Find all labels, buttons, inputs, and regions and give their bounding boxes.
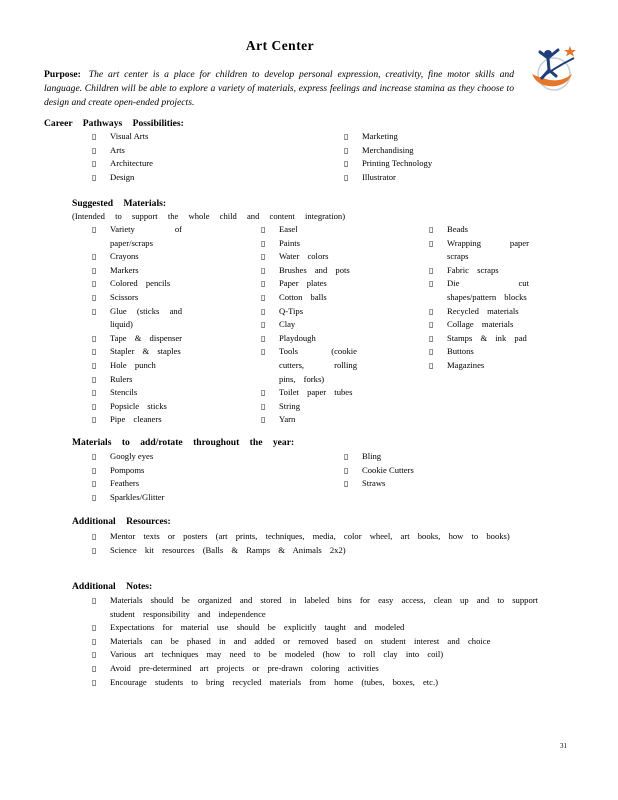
resources-heading: Additional Resources: — [72, 516, 171, 527]
list-item: ▯ Cotton balls — [261, 291, 357, 305]
list-item: ▯ Q-Tips — [261, 305, 357, 319]
materials-subheading: (Intended to support the whole child and content integration) — [72, 211, 346, 221]
list-item: ▯ Merchandising — [344, 144, 544, 158]
list-item: ▯ Materials can be phased in and added or removed based on student interest and choice — [92, 635, 538, 649]
list-item: ▯ String — [261, 400, 357, 414]
rotate-heading: Materials to add/rotate throughout the year: — [72, 437, 295, 448]
list-item: ▯ Collage materials — [429, 318, 529, 332]
purpose-label: Purpose: — [44, 69, 81, 80]
list-item: ▯ Beads — [429, 223, 529, 237]
list-item: ▯ Easel — [261, 223, 357, 237]
list-item: ▯ Clay — [261, 318, 357, 332]
list-item: ▯ Architecture — [92, 157, 292, 171]
list-item: ▯ Pompoms — [92, 464, 292, 478]
materials-list-2 — [261, 223, 357, 427]
list-item: ▯ Mentor texts or posters (art prints, techniques, media, color wheel, art books, how to books) — [92, 530, 520, 544]
list-item: ▯ Toilet paper tubes — [261, 386, 357, 400]
list-item: ▯ Variety of paper/scraps — [92, 223, 182, 250]
materials-list-1 — [92, 223, 182, 427]
list-item: ▯ Design — [92, 171, 292, 185]
career-list-2 — [344, 130, 544, 184]
purpose-paragraph — [44, 68, 514, 110]
career-list-1 — [92, 130, 292, 184]
list-item: ▯ Bling — [344, 450, 544, 464]
list-item: ▯ Crayons — [92, 250, 182, 264]
list-item: ▯ Printing Technology — [344, 157, 544, 171]
list-item: ▯ Visual Arts — [92, 130, 292, 144]
list-item: ▯ Tools (cookie cutters, rolling pins, forks) — [261, 345, 357, 386]
logo-icon — [528, 44, 578, 96]
career-heading: Career Pathways Possibilities: — [44, 118, 184, 129]
list-item: ▯ Paper plates — [261, 277, 357, 291]
list-item: ▯ Buttons — [429, 345, 529, 359]
list-item: ▯ Stamps & ink pad — [429, 332, 529, 346]
list-item: ▯ Paints — [261, 237, 357, 251]
list-item: ▯ Brushes and pots — [261, 264, 357, 278]
list-item: ▯ Pipe cleaners — [92, 413, 182, 427]
list-item: ▯ Fabric scraps — [429, 264, 529, 278]
list-item: ▯ Googly eyes — [92, 450, 292, 464]
materials-heading: Suggested Materials: — [72, 198, 167, 209]
notes-heading: Additional Notes: — [72, 581, 153, 592]
list-item: ▯ Rulers — [92, 373, 182, 387]
list-item: ▯ Avoid pre-determined art projects or pre-drawn coloring activities — [92, 662, 538, 676]
list-item: ▯ Materials should be organized and stored in labeled bins for easy access, clean up and to support student responsibility and independence — [92, 594, 538, 621]
list-item: ▯ Water colors — [261, 250, 357, 264]
list-item: ▯ Straws — [344, 477, 544, 491]
list-item: ▯ Scissors — [92, 291, 182, 305]
list-item: ▯ Science kit resources (Balls & Ramps & Animals 2x2) — [92, 544, 520, 558]
list-item: ▯ Marketing — [344, 130, 544, 144]
list-item: ▯ Colored pencils — [92, 277, 182, 291]
list-item: ▯ Hole punch — [92, 359, 182, 373]
rotate-list-2 — [344, 450, 544, 491]
list-item: ▯ Markers — [92, 264, 182, 278]
list-item: ▯ Yarn — [261, 413, 357, 427]
list-item: ▯ Wrapping paper scraps — [429, 237, 529, 264]
list-item: ▯ Tape & dispenser — [92, 332, 182, 346]
page-title: Art Center — [245, 38, 315, 53]
notes-list — [92, 594, 538, 689]
list-item: ▯ Magazines — [429, 359, 529, 373]
list-item: ▯ Feathers — [92, 477, 292, 491]
materials-list-3 — [429, 223, 529, 373]
rotate-list-1 — [92, 450, 292, 504]
list-item: ▯ Glue (sticks and liquid) — [92, 305, 182, 332]
resources-list — [92, 530, 520, 557]
list-item: ▯ Popsicle sticks — [92, 400, 182, 414]
list-item: ▯ Cookie Cutters — [344, 464, 544, 478]
list-item: ▯ Various art techniques may need to be modeled (how to roll clay into coil) — [92, 648, 538, 662]
list-item: ▯ Stapler & staples — [92, 345, 182, 359]
list-item: ▯ Playdough — [261, 332, 357, 346]
list-item: ▯ Illustrator — [344, 171, 544, 185]
list-item: ▯ Encourage students to bring recycled materials from home (tubes, boxes, etc.) — [92, 676, 538, 690]
list-item: ▯ Sparkles/Glitter — [92, 491, 292, 505]
list-item: ▯ Stencils — [92, 386, 182, 400]
list-item: ▯ Recycled materials — [429, 305, 529, 319]
list-item: ▯ Expectations for material use should be explicitly taught and modeled — [92, 621, 538, 635]
purpose-text: The art center is a place for children to develop personal expression, creativity, fine motor skills and language. Children will be able to explore a variety of materials, express feelings and increase stamina as they choose to design and create open-ended projects. — [44, 69, 514, 108]
page-number: 31 — [560, 742, 567, 750]
list-item: ▯ Die cut shapes/pattern blocks — [429, 277, 529, 304]
list-item: ▯ Arts — [92, 144, 292, 158]
